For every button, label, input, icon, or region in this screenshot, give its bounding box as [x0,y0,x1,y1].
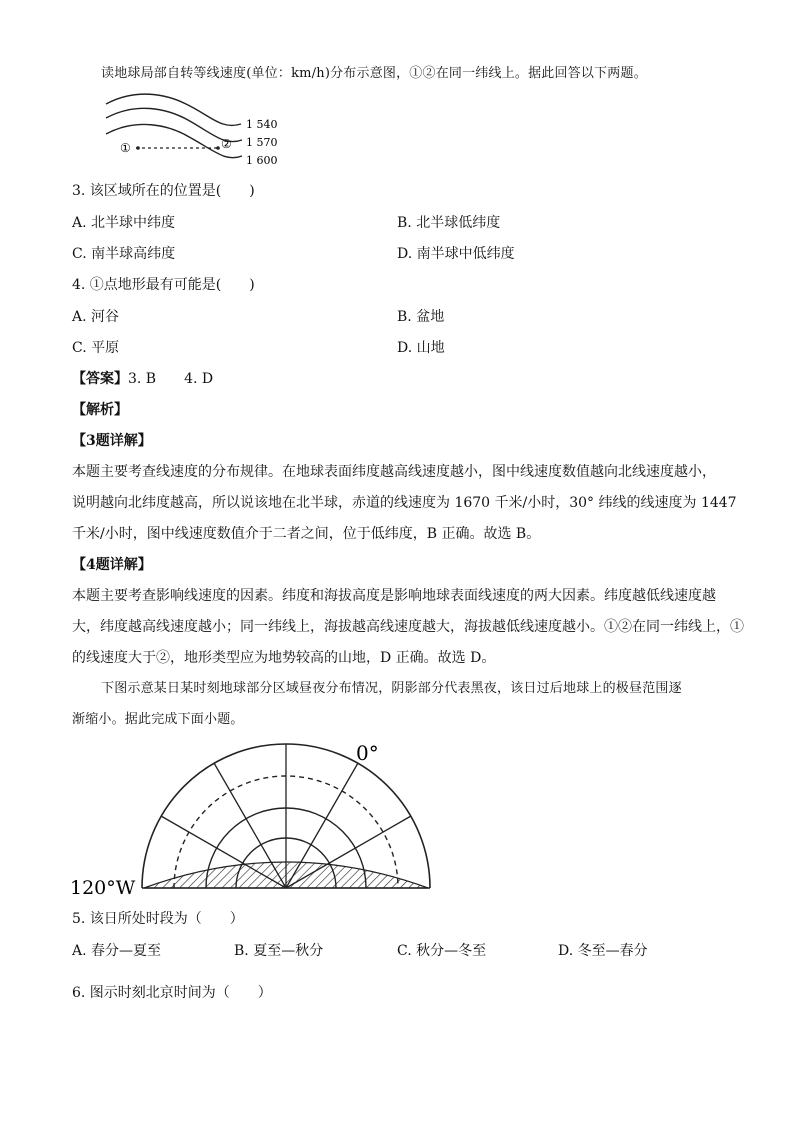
detail-3-line-1: 本题主要考查线速度的分布规律。在地球表面纬度越高线速度越小，图中线速度数值越向北线速度越小， [72,464,716,480]
question-3-option-c: C. 南半球高纬度 [72,246,176,262]
analysis-tag: 【解析】 [72,402,128,418]
question-4-option-d: D. 山地 [397,340,445,356]
question-3-stem: 3. 该区域所在的位置是( ) [72,183,255,199]
question-5-option-c: C. 秋分—冬至 [397,943,487,959]
isoline-label-1570: 1 570 [246,136,278,149]
intro-text-2-line-1: 下图示意某日某时刻地球部分区域昼夜分布情况，阴影部分代表黑夜，该日过后地球上的极昼范围逐 [101,681,682,696]
detail-3-tag: 【3题详解】 [72,433,152,449]
question-6-stem: 6. 图示时刻北京时间为（ ） [72,985,272,1001]
question-5-option-d: D. 冬至—春分 [558,943,648,959]
detail-4-line-2: 大，纬度越高线速度越小；同一纬线上，海拔越高线速度越大，海拔越低线速度越小。①②在同一纬线上，① [72,619,744,635]
detail-4-line-1: 本题主要考查影响线速度的因素。纬度和海拔高度是影响地球表面线速度的两大因素。纬度越低线速度越 [72,588,716,604]
point-2-label: ② [221,137,232,151]
isoline-figure [96,90,296,174]
intro-text-1: 读地球局部自转等线速度(单位：km/h)分布示意图，①②在同一纬线上。据此回答以下两题。 [101,66,647,81]
question-5-option-a: A. 春分—夏至 [72,943,162,959]
question-4-option-b: B. 盆地 [397,309,445,325]
meridian-label-120w: 120°W [70,877,136,899]
question-3-option-a: A. 北半球中纬度 [72,215,176,231]
question-5-option-b: B. 夏至—秋分 [234,943,324,959]
question-5-stem: 5. 该日所处时段为（ ） [72,911,244,927]
meridian-label-0: 0° [356,741,379,765]
meridian-lines [161,744,411,888]
detail-4-tag: 【4题详解】 [72,557,152,573]
day-night-figure [66,738,446,900]
point-1-label: ① [120,141,131,155]
detail-4-line-3: 的线速度大于②，地形类型应为地势较高的山地，D 正确。故选 D。 [72,650,496,666]
question-4-option-a: A. 河谷 [72,309,120,325]
question-4-option-c: C. 平原 [72,340,120,356]
question-3-option-b: B. 北半球低纬度 [397,215,501,231]
answer-line [72,369,213,389]
isoline-label-1600: 1 600 [246,154,278,167]
answer-tag: 【答案】 [72,371,128,387]
isoline-label-1540: 1 540 [246,118,278,131]
answer-text: 3. B 4. D [128,371,214,387]
intro-text-2-line-2: 渐缩小。据此完成下面小题。 [72,712,244,727]
question-4-stem: 4. ①点地形最有可能是( ) [72,277,255,293]
question-3-option-d: D. 南半球中低纬度 [397,246,515,262]
detail-3-line-2: 说明越向北纬度越高，所以说该地在北半球，赤道的线速度为 1670 千米/小时，30° 纬线的线速度为 1447 [72,495,737,511]
detail-3-line-3: 千米/小时，图中线速度数值介于二者之间，位于低纬度，B 正确。故选 B。 [72,526,541,542]
